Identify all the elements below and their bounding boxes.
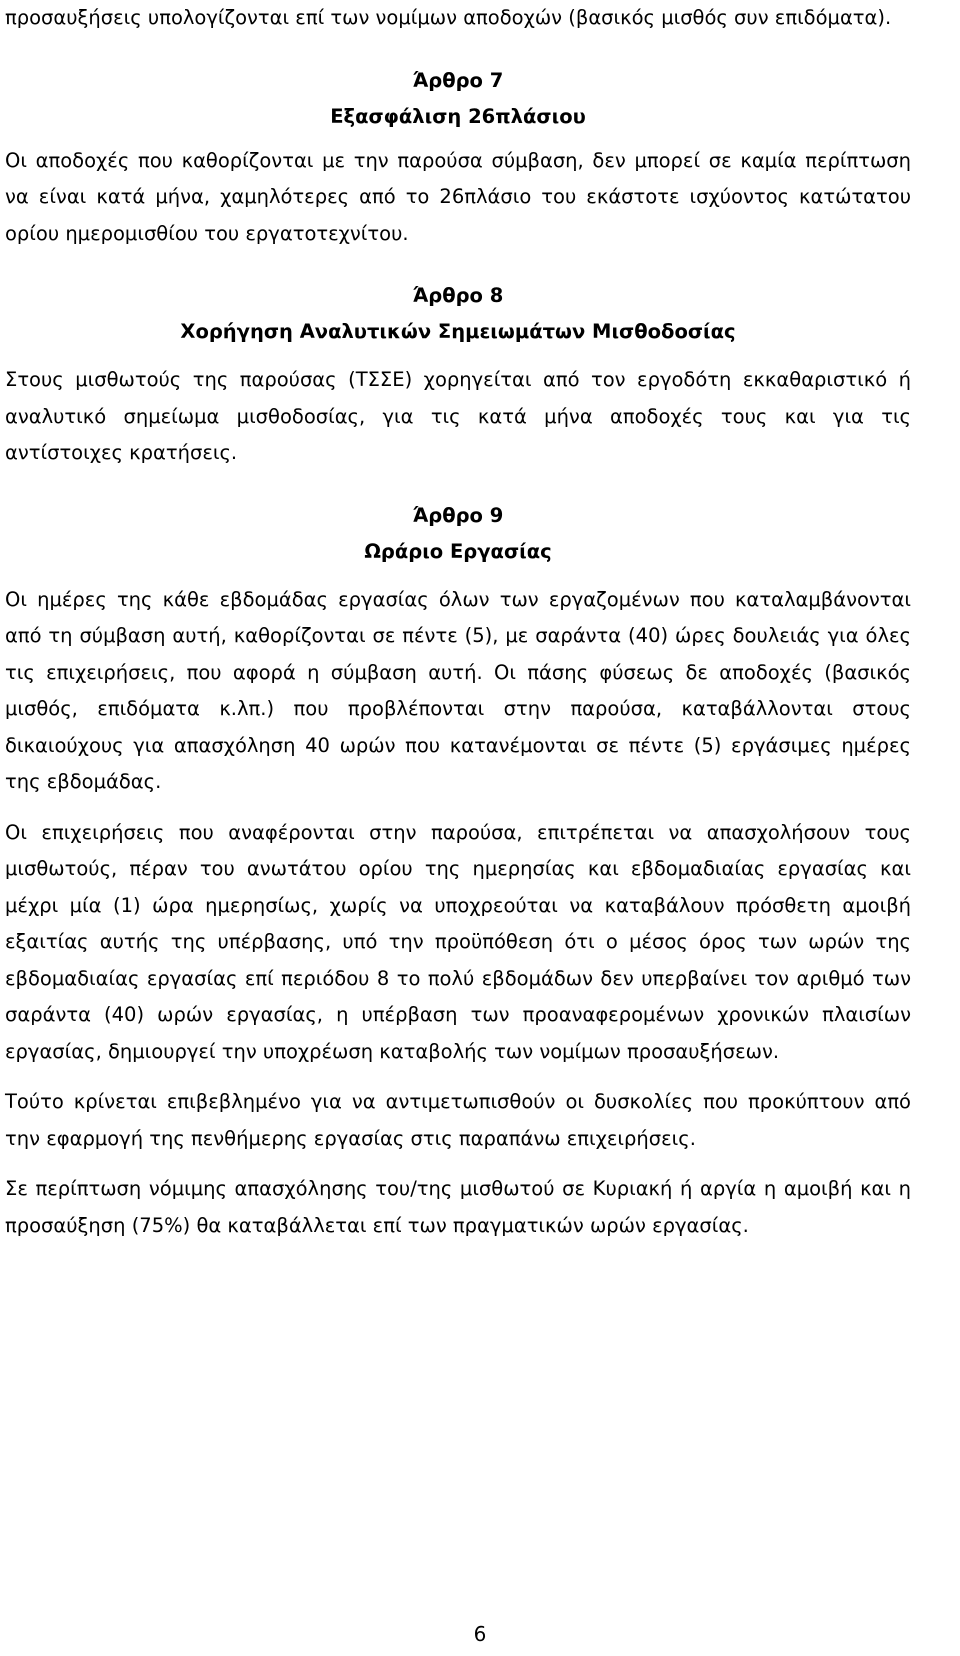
article-9-paragraph-3: Τούτο κρίνεται επιβεβλημένο για να αντιμετωπισθούν οι δυσκολίες που προκύπτουν από την εφαρμογή της πενθήμερης εργασίας στις παραπάνω επιχειρήσεις. — [5, 1090, 911, 1150]
article-7-heading: Εξασφάλιση 26πλάσιου — [330, 104, 586, 128]
spacer — [5, 1157, 911, 1171]
article-8-title: Άρθρο 8 — [412, 284, 504, 307]
page-number: 6 — [473, 1622, 487, 1646]
article-8-paragraph: Στους μισθωτούς της παρούσας (ΤΣΣΕ) χορηγείται από τον εργοδότη εκκαθαριστικό ή αναλυτικό σημείωμα μισθοδοσίας, για τις κατά μήνα αποδοχές τους και για τις αντίστοιχες κρατήσεις. — [5, 368, 911, 464]
spacer — [5, 1070, 911, 1084]
document-body — [5, 0, 911, 1244]
article-7-paragraph: Οι αποδοχές που καθορίζονται με την παρούσα σύμβαση, δεν μπορεί σε καμία περίπτωση να είναι κατά μήνα, χαμηλότερες από το 26πλάσιο του εκάστοτε ισχύοντος κατώτατου ορίου ημερομισθίου του εργατοτεχνίτου. — [5, 148, 911, 245]
article-9-paragraph-1: Οι ημέρες της κάθε εβδομάδας εργασίας όλων των εργαζομένων που καταλαμβάνονται από τη σύμβαση αυτή, καθορίζονται σε πέντε (5), με σαράντα (40) ώρες δουλειάς για όλες τις επιχειρήσεις, που αφορά η σύμβαση αυτή. Οι πάσης φύσεως δε αποδοχές (βασικός μισθός, επιδόματα κ.λπ.) που προβλέπονται στην παρούσα, καταβάλλονται στους δικαιούχους για απασχόληση 40 ωρών που κατανέμονται σε πέντε (5) εργάσιμες ημέρες της εβδομάδας. — [5, 587, 911, 793]
spacer — [5, 252, 911, 278]
article-9-heading: Ωράριο Εργασίας — [364, 539, 552, 563]
spacer — [5, 350, 911, 362]
article-9-title: Άρθρο 9 — [412, 503, 504, 527]
spacer — [5, 570, 911, 582]
article-8-heading: Χορήγηση Αναλυτικών Σημειωμάτων Μισθοδοσίας — [180, 320, 736, 343]
spacer — [5, 801, 911, 815]
spacer — [5, 472, 911, 498]
spacer — [5, 135, 911, 143]
article-9-paragraph-4: Σε περίπτωση νόμιμης απασχόλησης του/της μισθωτού σε Κυριακή ή αργία η αμοιβή και η προσαύξηση (75%) θα καταβάλλεται επί των πραγματικών ωρών εργασίας. — [5, 1177, 911, 1237]
intro-paragraph: προσαυξήσεις υπολογίζονται επί των νομίμων αποδοχών (βασικός μισθός συν επιδόματα). — [5, 6, 892, 29]
article-9-paragraph-2: Οι επιχειρήσεις που αναφέρονται στην παρούσα, επιτρέπεται να απασχολήσουν τους μισθωτούς, πέραν του ανωτάτου ορίου της ημερησίας και εβδομαδιαίας εργασίας και μέχρι μία (1) ώρα ημερησίως, χωρίς να υποχρεούται να καταβάλουν πρόσθετη αμοιβή εξαιτίας αυτής της υπέρβασης, υπό την προϋπόθεση ότι ο μέσος όρος των ωρών της εβδομαδιαίας εργασίας επί περιόδου 8 το πολύ εβδομάδων δεν υπερβαίνει τον αριθμό των σαράντα (40) ωρών εργασίας, η υπέρβαση των προαναφερομένων χρονικών πλαισίων εργασίας, δημιουργεί την υποχρέωση καταβολής των νομίμων προσαυξήσεων. — [5, 820, 911, 1063]
spacer — [5, 37, 911, 63]
article-7-title: Άρθρο 7 — [412, 68, 504, 92]
